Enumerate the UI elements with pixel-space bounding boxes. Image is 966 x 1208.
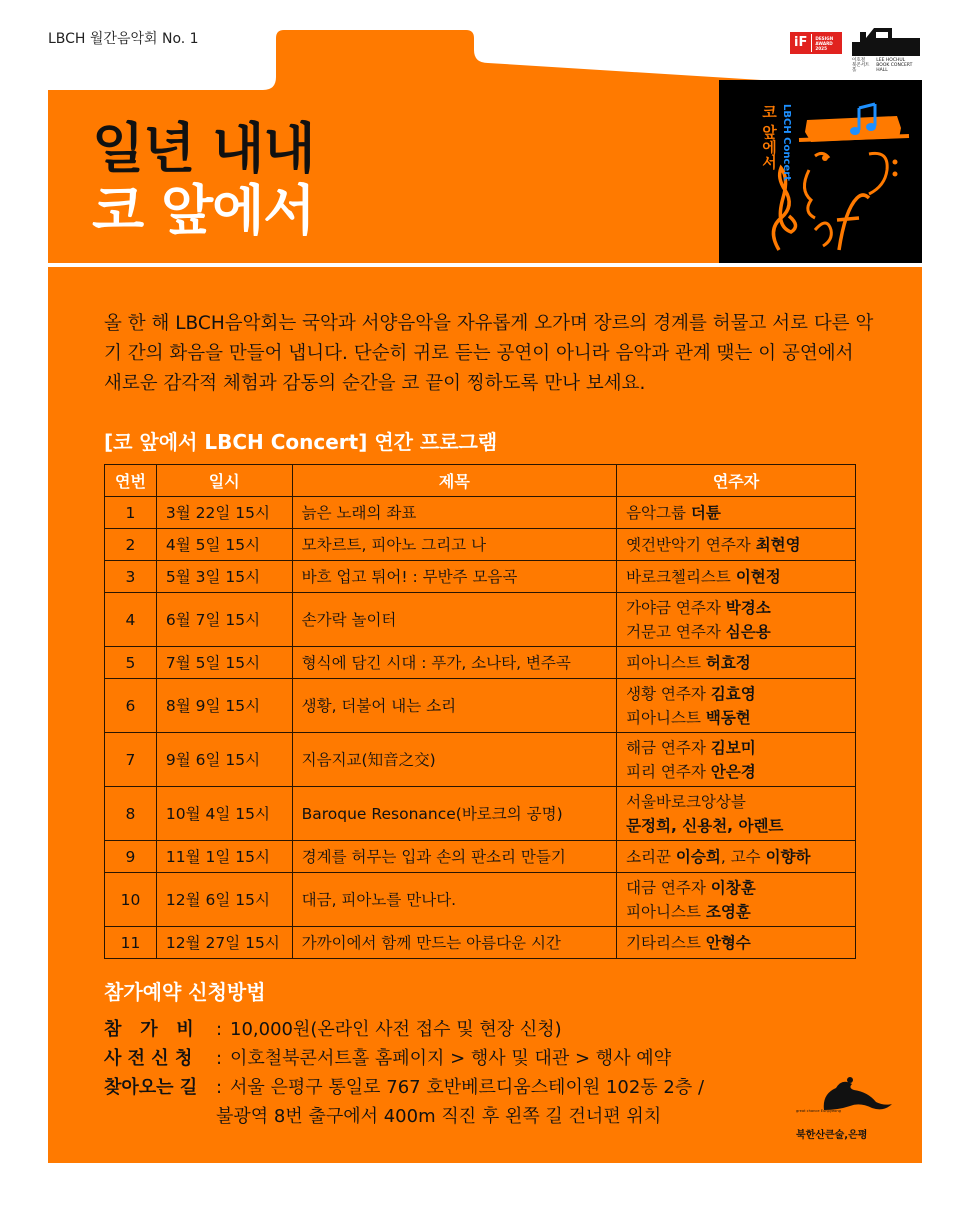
row-title: 지음지교(知音之交) <box>292 733 616 787</box>
location-row <box>104 1073 804 1102</box>
table-row <box>105 561 856 593</box>
row-date: 3월 22일 15시 <box>156 497 292 529</box>
row-number: 2 <box>105 529 157 561</box>
row-number: 8 <box>105 787 157 841</box>
performer-name: 이승희 <box>675 847 721 866</box>
row-date: 9월 6일 15시 <box>156 733 292 787</box>
performer-role: 소리꾼 <box>626 847 676 866</box>
if-award-mark: iF <box>790 34 812 52</box>
performer-name: 심은용 <box>725 622 771 641</box>
row-performer <box>617 841 856 873</box>
row-title: Baroque Resonance(바로크의 공명) <box>292 787 616 841</box>
table-row <box>105 679 856 733</box>
row-title: 가까이에서 함께 만드는 아름다운 시간 <box>292 927 616 959</box>
table-row <box>105 787 856 841</box>
performer-name: 조영훈 <box>705 902 751 921</box>
row-number: 1 <box>105 497 157 529</box>
row-date: 12월 6일 15시 <box>156 873 292 927</box>
performer-name: 이향하 <box>765 847 811 866</box>
row-performer <box>617 497 856 529</box>
table-row <box>105 927 856 959</box>
row-date: 5월 3일 15시 <box>156 561 292 593</box>
row-performer <box>617 529 856 561</box>
performer-role: 피아니스트 <box>626 902 706 921</box>
performer-role: 음악그룹 <box>626 503 691 522</box>
table-row <box>105 593 856 647</box>
row-title: 모차르트, 피아노 그리고 나 <box>292 529 616 561</box>
header-title: 제목 <box>292 465 616 497</box>
hall-name-korean: 이호철 북콘서트홀 <box>852 58 870 73</box>
art-text-korean: 코 앞에서 <box>760 104 778 170</box>
performer-role: 대금 연주자 <box>626 878 711 897</box>
hero-title-line1: 일년 내내 <box>92 117 315 180</box>
performer-name: 안형수 <box>705 933 751 952</box>
location-value-line2: 불광역 8번 출구에서 400m 직진 후 왼쪽 길 건너편 위치 <box>216 1106 662 1127</box>
performer-name: 문정희, 신용천, 아렌트 <box>626 816 784 835</box>
performer-name: 백동현 <box>705 708 751 727</box>
row-date: 11월 1일 15시 <box>156 841 292 873</box>
performer-role: 바로크첼리스트 <box>626 567 736 586</box>
reservation-title: 참가예약 신청방법 <box>104 980 266 1004</box>
row-title: 대금, 피아노를 만나다. <box>292 873 616 927</box>
row-performer <box>617 647 856 679</box>
logo-name: 북한산큰술,은평 <box>796 1130 868 1141</box>
row-performer <box>617 593 856 647</box>
fee-row <box>104 1015 804 1044</box>
performer-name: 김보미 <box>710 738 756 757</box>
location-colon: : <box>216 1077 223 1098</box>
hall-name-english: LEE HOCHUL BOOK CONCERT HALL <box>876 58 913 73</box>
performer-role: 기타리스트 <box>626 933 706 952</box>
row-date: 10월 4일 15시 <box>156 787 292 841</box>
table-row <box>105 647 856 679</box>
performer-name: 허효정 <box>705 653 751 672</box>
table-row <box>105 497 856 529</box>
row-number: 7 <box>105 733 157 787</box>
face-music-illustration <box>719 80 922 263</box>
if-award-text: DESIGN AWARD 2025 <box>815 35 834 51</box>
performer-role: , 고수 <box>720 847 766 866</box>
fee-colon: : <box>216 1019 223 1040</box>
table-header-row <box>105 465 856 497</box>
row-performer <box>617 679 856 733</box>
row-title: 생황, 더불어 내는 소리 <box>292 679 616 733</box>
row-date: 8월 9일 15시 <box>156 679 292 733</box>
apply-value: 이호철북콘서트홀 홈페이지 > 행사 및 대관 > 행사 예약 <box>230 1048 672 1069</box>
row-number: 10 <box>105 873 157 927</box>
table-row <box>105 733 856 787</box>
performer-role: 피아니스트 <box>626 708 706 727</box>
location-label: 찾아오는 길 <box>104 1077 198 1098</box>
program-table <box>104 464 856 959</box>
location-value: 서울 은평구 통일로 767 호반베르디움스테이원 102동 2층 / <box>230 1077 705 1098</box>
row-number: 11 <box>105 927 157 959</box>
fee-value: 10,000원(온라인 사전 접수 및 현장 신청) <box>230 1019 562 1040</box>
row-performer <box>617 561 856 593</box>
apply-row <box>104 1044 804 1073</box>
row-title: 바흐 업고 튀어! : 무반주 모음곡 <box>292 561 616 593</box>
intro-paragraph: 올 한 해 LBCH음악회는 국악과 서양음악을 자유롭게 오가며 장르의 경계를 허물고 서로 다른 악기 간의 화음을 만들어 냅니다. 단순히 귀로 듣는 공연이 아니라 음악과 관계 맺는 이 공연에서 새로운 감각적 체험과 감동의 순간을 코 끝이 찡하도록 만나 보세요. <box>104 313 874 394</box>
performer-name: 더튠 <box>690 503 721 522</box>
row-date: 7월 5일 15시 <box>156 647 292 679</box>
row-number: 5 <box>105 647 157 679</box>
row-date: 6월 7일 15시 <box>156 593 292 647</box>
table-row <box>105 841 856 873</box>
row-performer <box>617 873 856 927</box>
table-row <box>105 873 856 927</box>
performer-role: 생황 연주자 <box>626 684 711 703</box>
row-title: 경계를 허무는 입과 손의 판소리 만들기 <box>292 841 616 873</box>
performer-name: 최현영 <box>755 535 801 554</box>
row-date: 12월 27일 15시 <box>156 927 292 959</box>
row-title: 늙은 노래의 좌표 <box>292 497 616 529</box>
row-date: 4월 5일 15시 <box>156 529 292 561</box>
performer-name: 안은경 <box>710 762 756 781</box>
row-title: 손가락 놀이터 <box>292 593 616 647</box>
row-title: 형식에 담긴 시대 : 푸가, 소나타, 변주곡 <box>292 647 616 679</box>
performer-role: 서울바로크앙상블 <box>626 792 746 811</box>
eunpyeong-logo <box>796 1076 896 1142</box>
row-performer <box>617 787 856 841</box>
table-row <box>105 529 856 561</box>
performer-name: 이현정 <box>735 567 781 586</box>
art-text-english: LBCH Concert <box>781 104 792 181</box>
apply-label: 사 전 신 청 <box>104 1048 193 1069</box>
hero-title <box>92 118 314 242</box>
row-number: 3 <box>105 561 157 593</box>
hero-title-line2: 코 앞에서 <box>92 179 315 242</box>
reservation-info <box>104 1015 804 1131</box>
performer-role: 피아니스트 <box>626 653 706 672</box>
performer-role: 피리 연주자 <box>626 762 711 781</box>
program-title: [코 앞에서 LBCH Concert] 연간 프로그램 <box>104 430 498 454</box>
performer-role: 옛건반악기 연주자 <box>626 535 756 554</box>
performer-name: 박경소 <box>725 598 771 617</box>
performer-role: 거문고 연주자 <box>626 622 726 641</box>
fee-label: 참 가 비 <box>104 1019 194 1040</box>
logo-small-text: great chance Eunpyeong <box>796 1109 841 1113</box>
performer-role: 해금 연주자 <box>626 738 711 757</box>
performer-name: 김효영 <box>710 684 756 703</box>
performer-role: 가야금 연주자 <box>626 598 726 617</box>
performer-name: 이창훈 <box>710 878 756 897</box>
row-number: 4 <box>105 593 157 647</box>
header-date: 일시 <box>156 465 292 497</box>
mountain-bird-icon <box>796 1076 896 1110</box>
row-performer <box>617 927 856 959</box>
header-performer: 연주자 <box>617 465 856 497</box>
apply-colon: : <box>216 1048 223 1069</box>
series-label: LBCH 월간음악회 No. 1 <box>48 31 199 47</box>
header-number: 연번 <box>105 465 157 497</box>
concert-illustration <box>719 80 922 263</box>
row-number: 6 <box>105 679 157 733</box>
row-number: 9 <box>105 841 157 873</box>
row-performer <box>617 733 856 787</box>
